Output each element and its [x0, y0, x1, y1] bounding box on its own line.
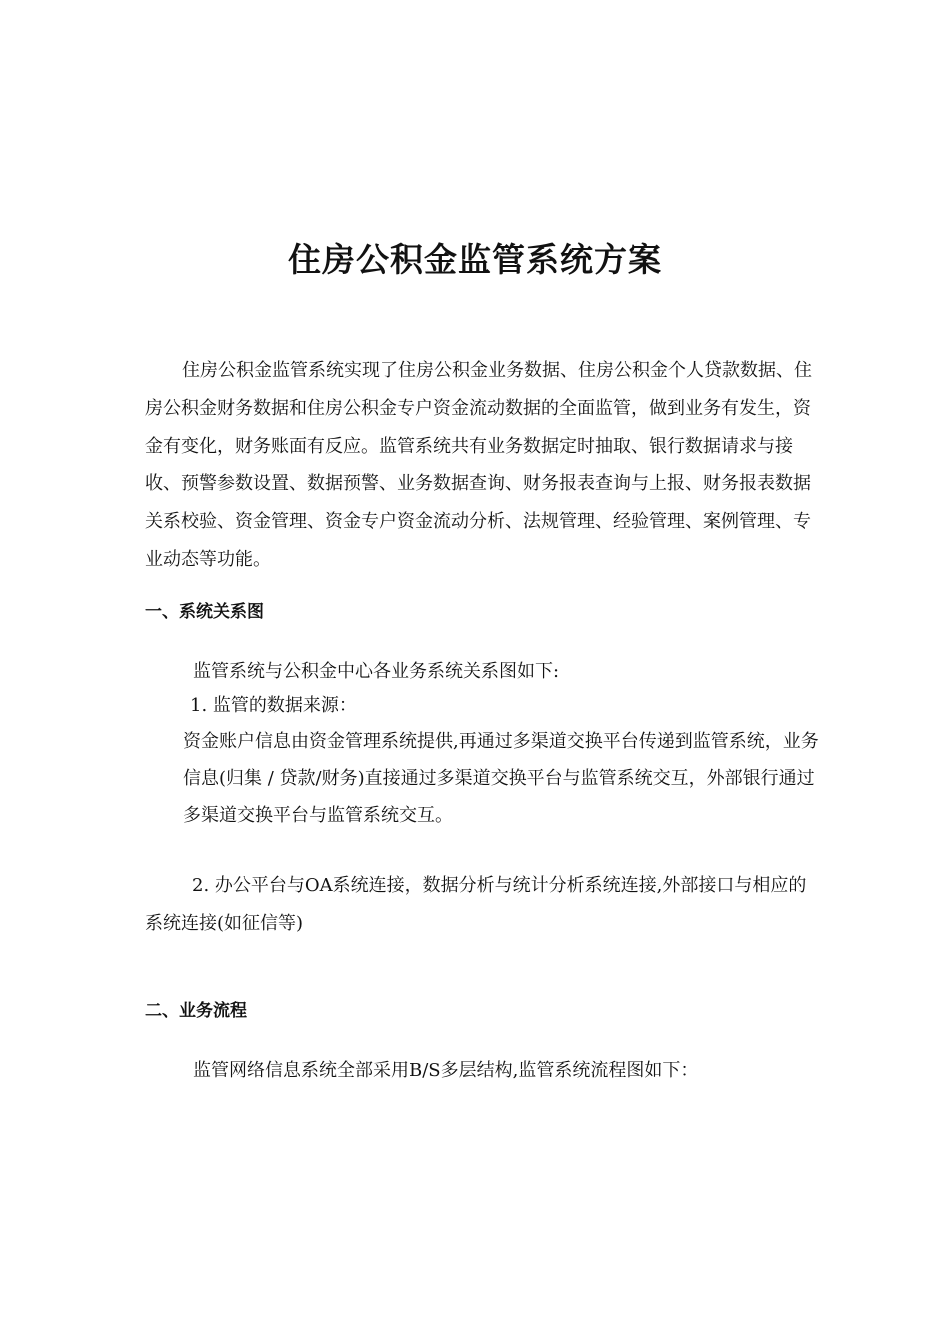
section-heading-relationship: 一、系统关系图 — [145, 602, 264, 622]
section2-lead: 监管网络信息系统全部采用B/S多层结构,监管系统流程图如下： — [193, 1060, 699, 1081]
intro-paragraph: 住房公积金监管系统实现了住房公积金业务数据、住房公积金个人贷款数据、住房公积金财务数据和住房公积金专户资金流动数据的全面监管，做到业务有发生，资金有变化，财务账面有反应。监管系统共有业务数据定时抽取、银行数据请求与接收、预警参数设置、数据预警、业务数据查询、财务报表查询与上报、财务报表数据关系校验、资金管理、资金专户资金流动分析、法规管理、经验管理、案例管理、专业动态等功能。 — [145, 360, 812, 570]
section1-lead: 监管系统与公积金中心各业务系统关系图如下: — [193, 661, 560, 682]
item2-text: 2. 办公平台与OA系统连接，数据分析与统计分析系统连接,外部接口与相应的系统连接(如征信等) — [145, 875, 807, 934]
item1-text: 资金账户信息由资金管理系统提供,再通过多渠道交换平台传递到监管系统，业务信息(归集 / 贷款/财务)直接通过多渠道交换平台与监管系统交互，外部银行通过多渠道交换平台与监管系统交互。 — [183, 731, 819, 826]
document-title: 住房公积金监管系统方案 — [288, 240, 662, 279]
section-heading-workflow: 二、业务流程 — [145, 1001, 247, 1021]
item1-label: 1. 监管的数据来源： — [190, 695, 357, 716]
